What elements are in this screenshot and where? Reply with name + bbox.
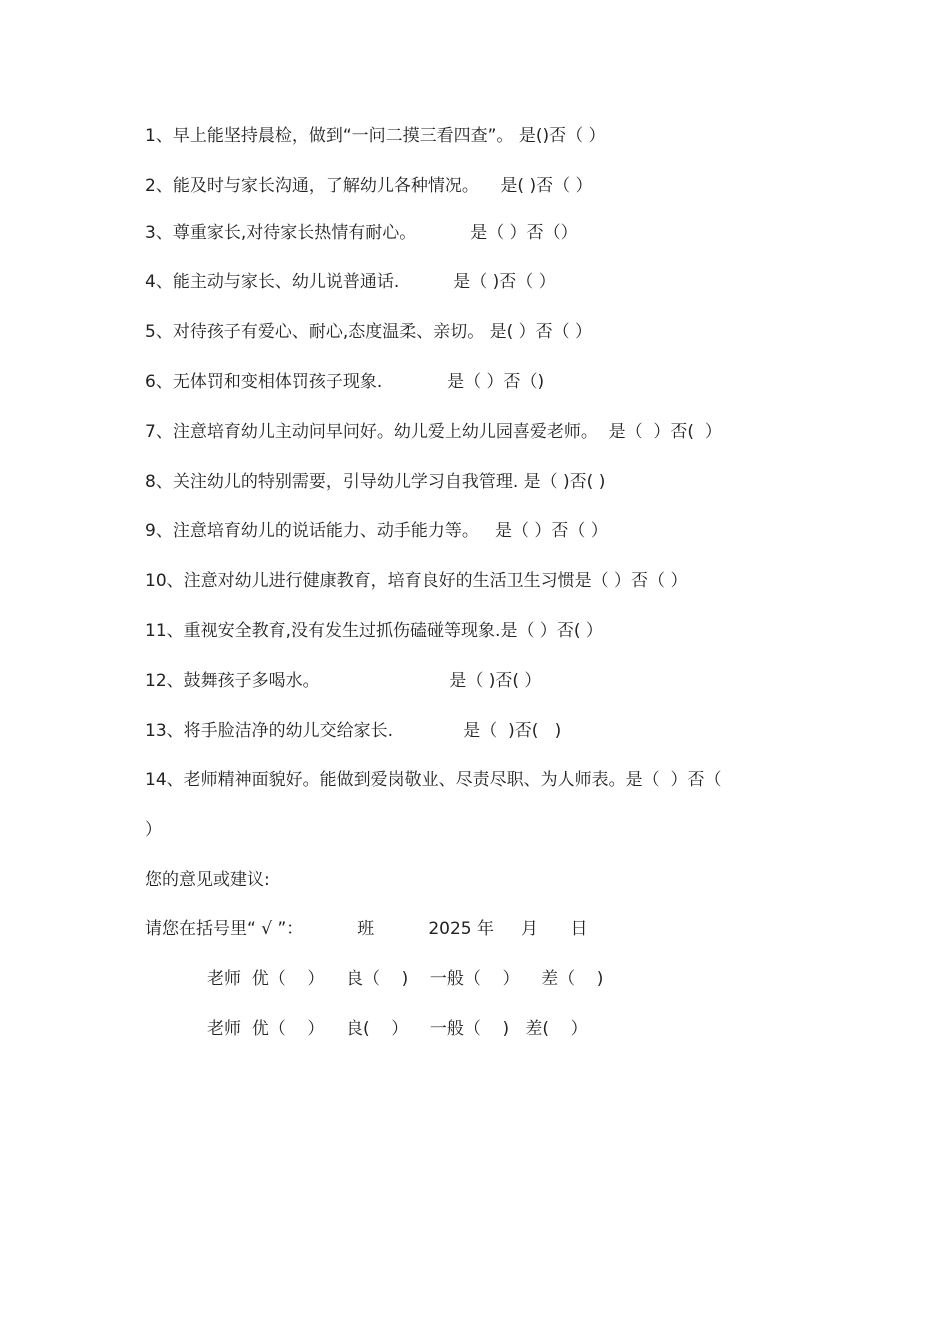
opinion-label: 您的意见或建议:	[145, 870, 270, 890]
question-14-continuation: ）	[145, 820, 162, 840]
question-8: 8、关注幼儿的特别需要，引导幼儿学习自我管理. 是（ )否( )	[145, 472, 606, 492]
question-13: 13、将手脸洁净的幼儿交给家长. 是（ )否( )	[145, 721, 562, 741]
question-14: 14、老师精神面貌好。能做到爱岗敬业、尽责尽职、为人师表。是（ ）否（	[145, 770, 722, 790]
rating-header: 请您在括号里“ √ ”： 班 2025 年 月 日	[145, 919, 588, 939]
question-2: 2、能及时与家长沟通，了解幼儿各种情况。 是( )否（ ）	[145, 176, 593, 196]
question-9: 9、注意培育幼儿的说话能力、动手能力等。 是（ ）否（ ）	[145, 521, 608, 541]
question-6: 6、无体罚和变相体罚孩子现象. 是（ ）否（)	[145, 372, 545, 392]
question-7: 7、注意培育幼儿主动问早问好。幼儿爱上幼儿园喜爱老师。 是（ ）否( ）	[145, 422, 722, 442]
question-11: 11、重视安全教育,没有发生过抓伤磕碰等现象.是（ ）否( ）	[145, 621, 603, 641]
question-5: 5、对待孩子有爱心、耐心,态度温柔、亲切。 是( ）否（ ）	[145, 322, 593, 342]
question-10: 10、注意对幼儿进行健康教育，培育良好的生活卫生习惯是（ ）否（ ）	[145, 571, 688, 591]
teacher-rating-row-1: 老师 优（ ） 良（ ) 一般（ ） 差（ )	[207, 969, 604, 989]
question-3: 3、尊重家长,对待家长热情有耐心。 是（ ）否（）	[145, 223, 578, 243]
question-12: 12、鼓舞孩子多喝水。 是（ )否( ）	[145, 671, 542, 691]
question-4: 4、能主动与家长、幼儿说普通话. 是（ )否（ ）	[145, 272, 556, 292]
question-1: 1、早上能坚持晨检，做到“一问二摸三看四查”。 是()否（ ）	[145, 126, 606, 146]
teacher-rating-row-2: 老师 优（ ） 良( ） 一般（ ) 差( ）	[207, 1019, 588, 1039]
